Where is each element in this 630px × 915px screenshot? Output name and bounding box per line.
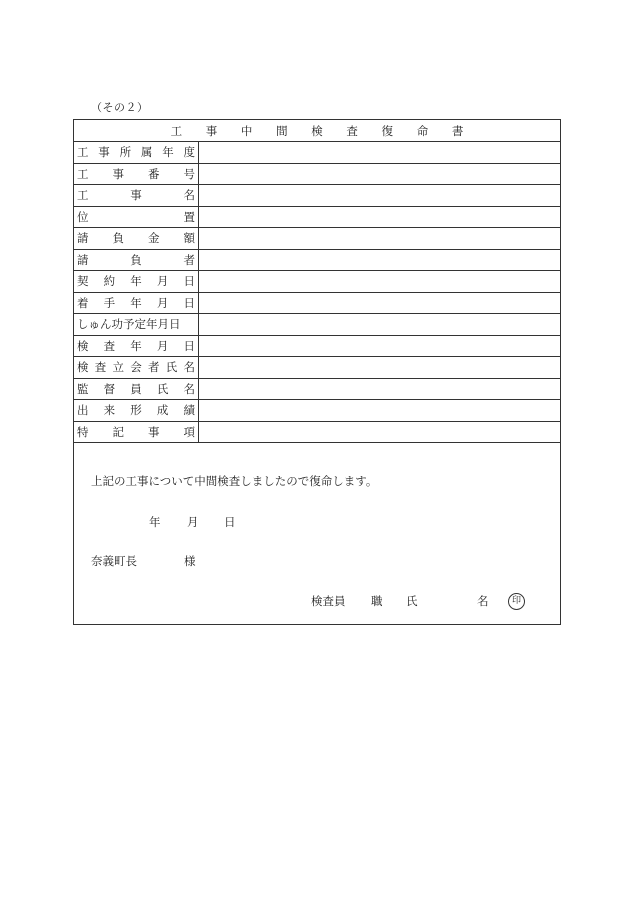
row-value-field[interactable]	[199, 142, 560, 163]
date-year-label: 年	[149, 515, 161, 529]
row-label: しゅん功予定年月日	[74, 314, 199, 335]
row-label	[74, 228, 199, 249]
label-char: 氏	[165, 360, 178, 375]
label-char: 号	[183, 166, 195, 181]
label-char: 月	[156, 295, 169, 310]
label-char: 手	[103, 295, 116, 310]
label-char: 日	[183, 274, 195, 289]
label-char: 形	[130, 403, 142, 418]
row-progress-result	[74, 400, 560, 422]
label-char: 項	[183, 424, 195, 439]
inspection-report-form	[73, 119, 561, 625]
row-value-field[interactable]	[199, 336, 560, 357]
row-value-field[interactable]	[199, 271, 560, 292]
row-location	[74, 207, 560, 229]
row-contractor	[74, 250, 560, 272]
label-char: 請	[77, 231, 89, 246]
label-char: 督	[103, 381, 116, 396]
row-value-field[interactable]	[199, 379, 560, 400]
label-char: 工	[77, 166, 89, 181]
row-label	[74, 336, 199, 357]
inspector-signature	[311, 593, 541, 611]
label-char: 位	[77, 209, 89, 224]
label-char: 月	[156, 338, 169, 353]
label-char: 監	[77, 381, 89, 396]
row-label	[74, 379, 199, 400]
row-value-field[interactable]	[199, 293, 560, 314]
seal-icon: 印	[508, 593, 525, 610]
row-supervisor-name	[74, 379, 560, 401]
row-value-field[interactable]	[199, 228, 560, 249]
row-value-field[interactable]	[199, 400, 560, 421]
label-char: 査	[94, 360, 107, 375]
addressee	[91, 553, 291, 569]
label-char: 事	[130, 188, 142, 203]
date-day-label: 日	[224, 515, 236, 529]
label-char: 日	[183, 295, 195, 310]
label-char: 金	[148, 231, 160, 246]
label-char: 績	[183, 403, 195, 418]
label-char: 額	[183, 231, 195, 246]
label-char: 名	[183, 188, 195, 203]
form-rows	[74, 142, 560, 443]
label-char: 工	[77, 188, 89, 203]
label-char: 月	[156, 274, 169, 289]
label-char: 年	[130, 338, 142, 353]
row-inspection-date	[74, 336, 560, 358]
report-date	[149, 514, 309, 530]
label-char: 負	[130, 252, 142, 267]
label-char: 着	[77, 295, 89, 310]
row-label	[74, 271, 199, 292]
label-char: 事	[98, 145, 110, 160]
row-label	[74, 293, 199, 314]
label-char: 来	[103, 403, 116, 418]
label-char: 年	[130, 295, 142, 310]
addressee-honorific: 様	[184, 554, 196, 568]
label-char: 会	[130, 360, 142, 375]
row-value-field[interactable]	[199, 250, 560, 271]
label-char: 名	[183, 360, 195, 375]
label-char: 日	[183, 338, 195, 353]
label-char: 立	[112, 360, 124, 375]
row-contract-date	[74, 271, 560, 293]
row-label	[74, 250, 199, 271]
form-caption: （その２）	[91, 101, 149, 114]
inspector-role: 検査員	[311, 594, 346, 608]
row-planned-completion-date	[74, 314, 560, 336]
label-char: 工	[77, 145, 89, 160]
row-value-field[interactable]	[199, 185, 560, 206]
label-char: 度	[183, 145, 195, 160]
label-char: 氏	[156, 381, 169, 396]
label-char: 所	[119, 145, 132, 160]
label-char: 年	[130, 274, 142, 289]
label-char: 番	[148, 166, 160, 181]
label-char: 検	[77, 360, 89, 375]
label-char: 事	[148, 424, 160, 439]
row-value-field[interactable]	[199, 422, 560, 443]
row-construction-number	[74, 164, 560, 186]
form-title: 工 事 中 間 検 査 復 命 書	[74, 120, 560, 142]
label-char: 負	[112, 231, 124, 246]
report-statement: 上記の工事について中間検査しましたので復命します。	[91, 474, 378, 488]
row-label	[74, 357, 199, 378]
label-char: 属	[140, 145, 153, 160]
label-char: 請	[77, 252, 89, 267]
label-char: 契	[77, 274, 89, 289]
date-month-label: 月	[187, 515, 199, 529]
row-label	[74, 207, 199, 228]
label-char: 事	[112, 166, 124, 181]
label-char: 記	[112, 424, 124, 439]
inspector-given: 名	[477, 594, 489, 608]
row-label	[74, 164, 199, 185]
inspector-post: 職	[371, 594, 383, 608]
label-char: 出	[77, 403, 89, 418]
label-char: 年	[162, 145, 174, 160]
row-special-notes	[74, 422, 560, 444]
row-contract-amount	[74, 228, 560, 250]
row-label	[74, 422, 199, 443]
label-char: 置	[183, 209, 195, 224]
label-char: 検	[77, 338, 89, 353]
label-char: 査	[103, 338, 116, 353]
label-char: 名	[183, 381, 195, 396]
inspector-surname: 氏	[406, 594, 418, 608]
row-construction-name	[74, 185, 560, 207]
label-char: 員	[130, 381, 142, 396]
report-body	[74, 443, 560, 627]
label-char: 者	[183, 252, 195, 267]
row-label	[74, 400, 199, 421]
row-value-field[interactable]	[199, 164, 560, 185]
label-char: 特	[77, 424, 89, 439]
label-char: 約	[103, 274, 116, 289]
row-label	[74, 185, 199, 206]
row-start-date	[74, 293, 560, 315]
label-char: 成	[156, 403, 169, 418]
row-value-field[interactable]	[199, 357, 560, 378]
row-construction-fiscal-year	[74, 142, 560, 164]
row-value-field[interactable]	[199, 207, 560, 228]
addressee-name: 奈義町長	[91, 554, 137, 568]
row-value-field[interactable]	[199, 314, 560, 335]
label-char: 者	[148, 360, 160, 375]
row-inspection-attendee	[74, 357, 560, 379]
row-label	[74, 142, 199, 163]
